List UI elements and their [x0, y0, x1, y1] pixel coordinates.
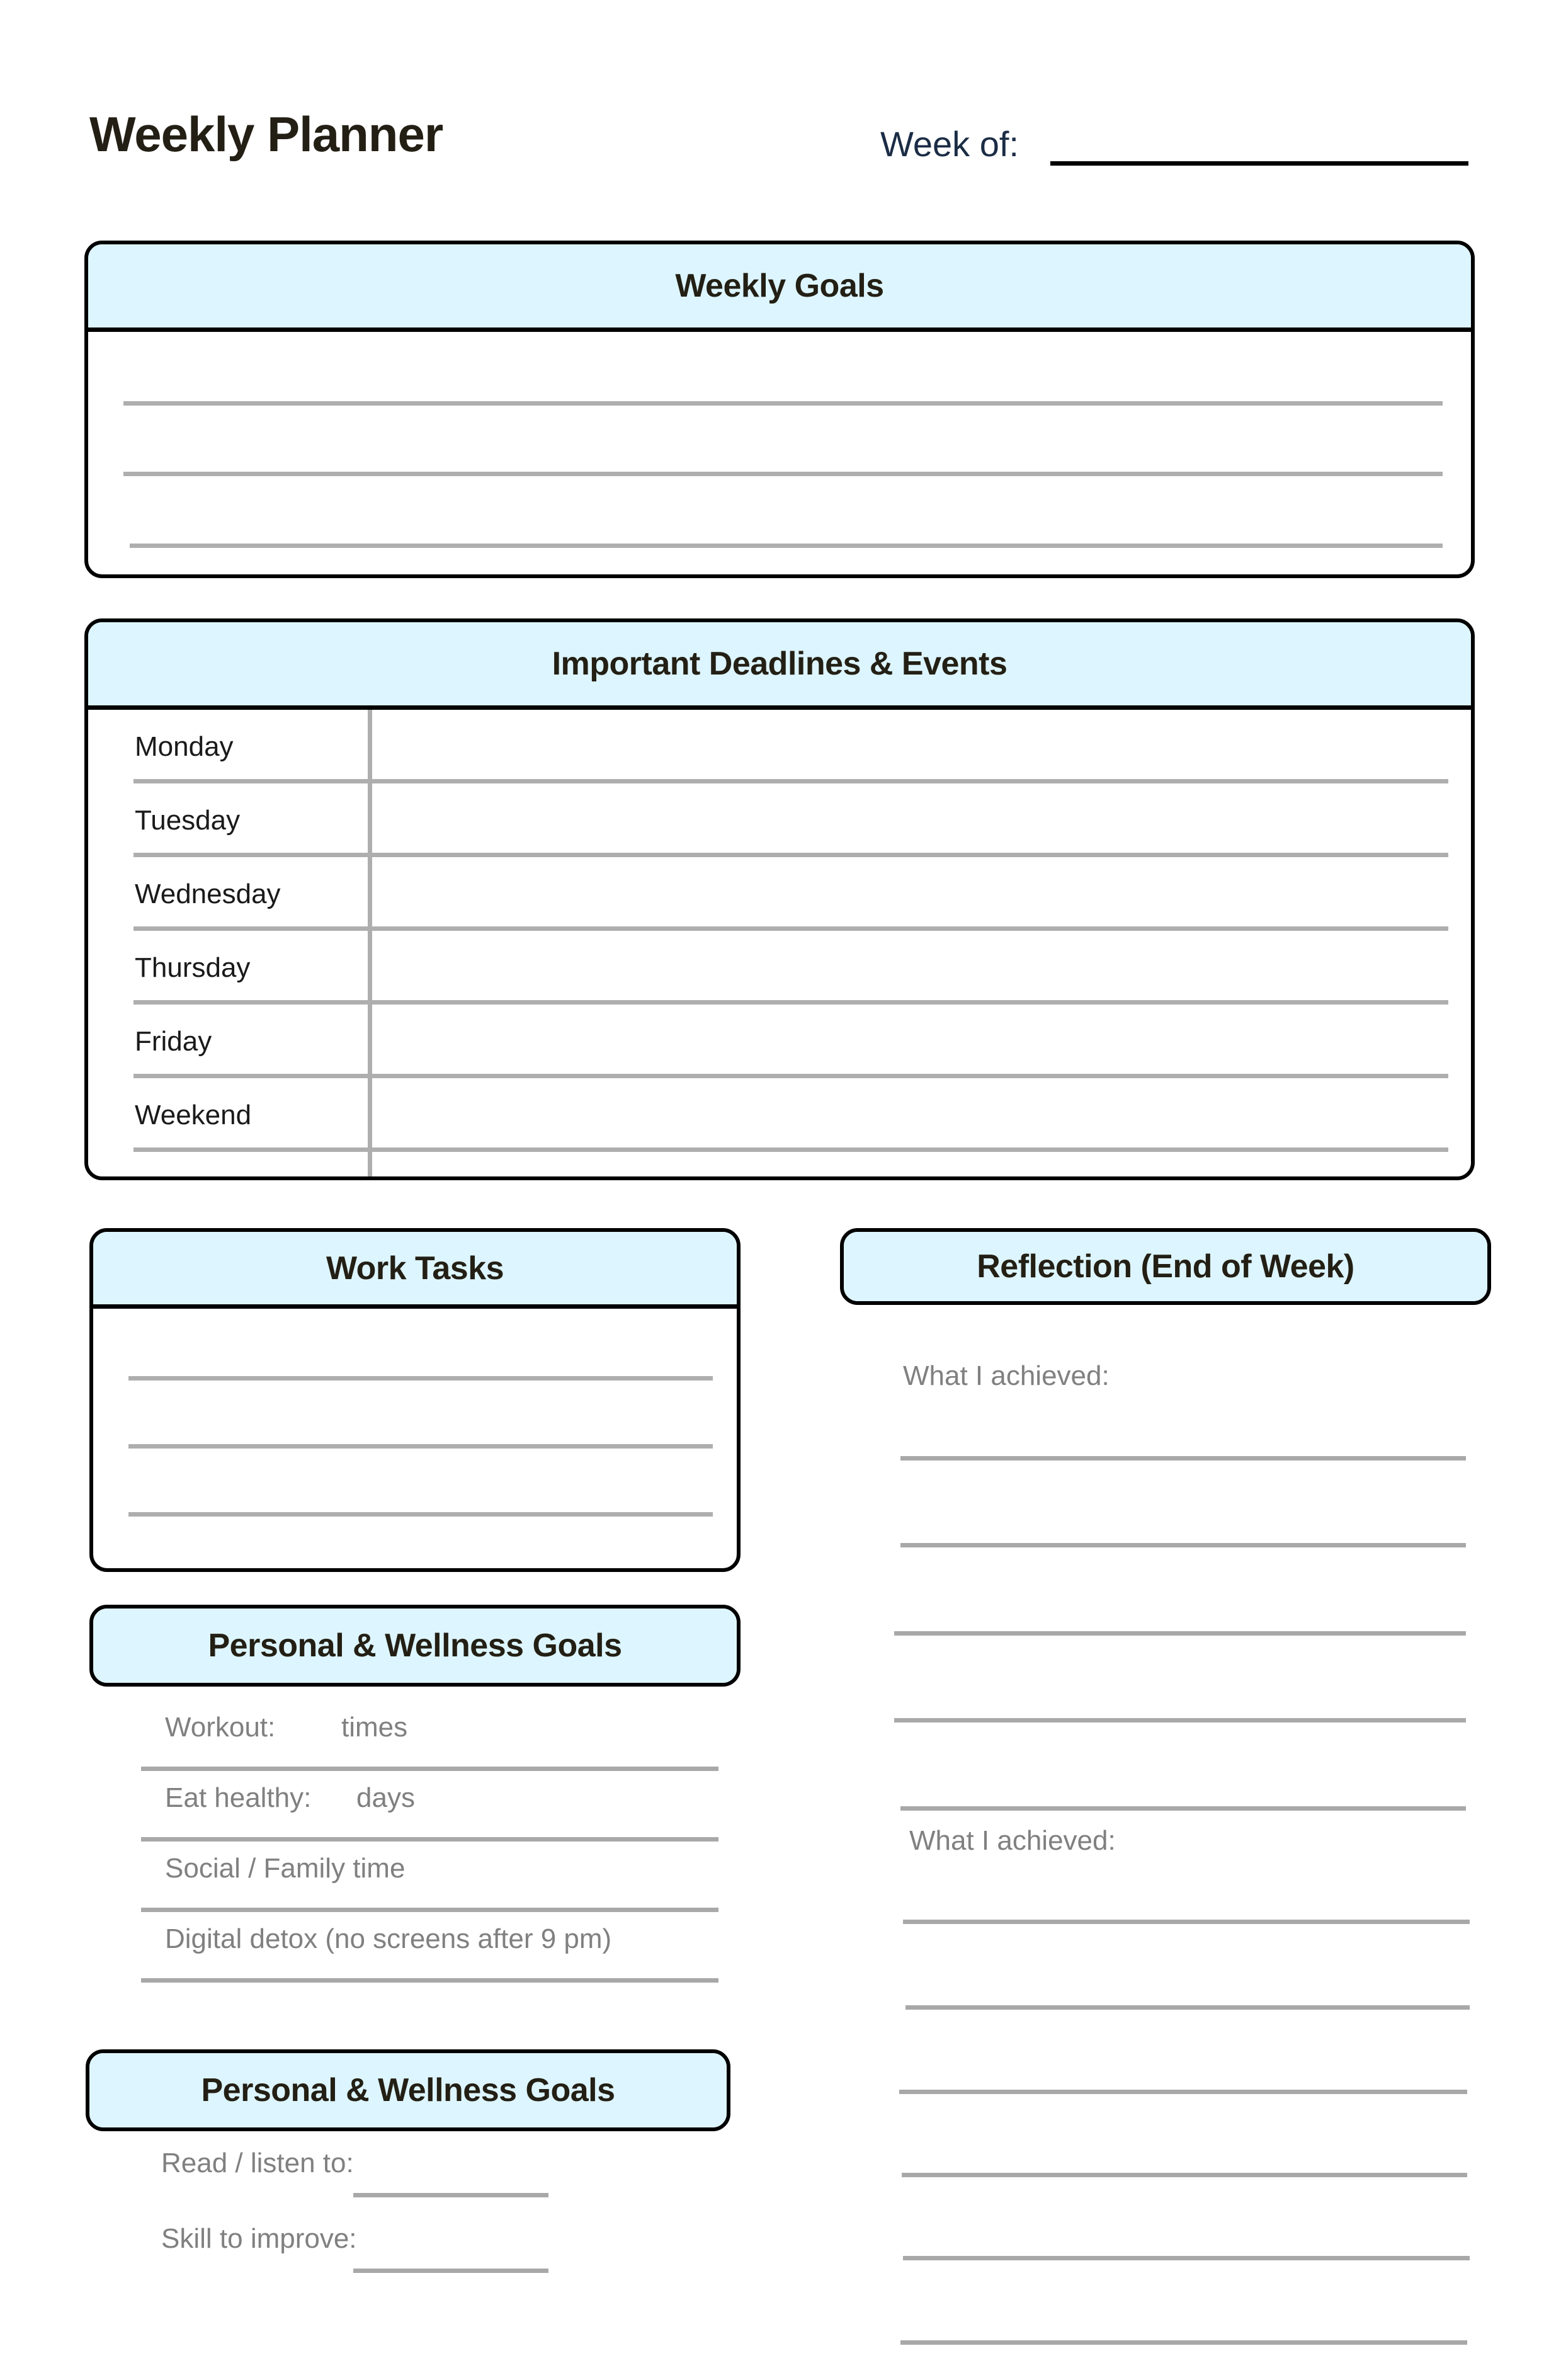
- learning-goals-title: Personal & Wellness Goals: [201, 2072, 615, 2109]
- wellness-goal-unit: days: [356, 1782, 415, 1813]
- deadline-day-label: Monday: [135, 731, 234, 762]
- reflection-line[interactable]: [905, 2005, 1470, 2010]
- reflection-line[interactable]: [900, 2340, 1467, 2345]
- reflection-header: [844, 1232, 1487, 1301]
- learning-goals-list: [86, 2141, 741, 2305]
- table-row[interactable]: [88, 857, 1471, 931]
- learning-goal-label: Read / listen to:: [161, 2148, 354, 2178]
- deadlines-body: [88, 710, 1471, 1176]
- work-tasks-section: [89, 1228, 741, 1572]
- deadline-day-label: Friday: [135, 1025, 212, 1057]
- list-item[interactable]: [89, 1842, 741, 1912]
- list-item[interactable]: [89, 1700, 741, 1771]
- weekly-goals-line-3[interactable]: [130, 544, 1443, 548]
- weekly-goals-line-1[interactable]: [123, 401, 1443, 406]
- reflection-line[interactable]: [903, 1920, 1470, 1924]
- week-of-input-line[interactable]: [1050, 161, 1468, 166]
- wellness-goal-unit: times: [341, 1712, 408, 1743]
- page-title: Weekly Planner: [89, 106, 443, 162]
- work-task-line-2[interactable]: [128, 1444, 713, 1449]
- deadline-day-label: Weekend: [135, 1099, 252, 1130]
- work-task-line-1[interactable]: [128, 1376, 713, 1381]
- table-row[interactable]: [88, 783, 1471, 857]
- weekly-goals-section: [84, 241, 1475, 578]
- table-row[interactable]: [88, 710, 1471, 783]
- wellness-goal-label: Digital detox (no screens after 9 pm): [165, 1923, 612, 1954]
- table-row[interactable]: [88, 1005, 1471, 1078]
- wellness-goals-list: [89, 1700, 741, 1983]
- wellness-goal-line[interactable]: [141, 1767, 718, 1771]
- reflection-group-achieved-1: [840, 1354, 1495, 1795]
- table-row[interactable]: [88, 1078, 1471, 1152]
- reflection-section: [840, 1228, 1491, 1305]
- reflection-line[interactable]: [900, 1543, 1466, 1547]
- wellness-goal-line[interactable]: [141, 1837, 718, 1842]
- learning-goal-input-line[interactable]: [353, 2193, 548, 2197]
- table-row[interactable]: [88, 931, 1471, 1005]
- weekly-goals-header: [88, 244, 1471, 332]
- deadline-entry-line[interactable]: [133, 926, 1448, 931]
- list-item[interactable]: [89, 1912, 741, 1983]
- deadline-entry-line[interactable]: [133, 1074, 1448, 1078]
- deadlines-header: [88, 622, 1471, 710]
- deadline-entry-line[interactable]: [133, 779, 1448, 783]
- reflection-prompt: What I achieved:: [909, 1825, 1116, 1856]
- reflection-line[interactable]: [900, 1806, 1466, 1811]
- learning-goals-section: [86, 2049, 730, 2131]
- reflection-line[interactable]: [894, 1631, 1466, 1636]
- deadline-entry-line[interactable]: [133, 1147, 1448, 1152]
- deadlines-section: [84, 618, 1475, 1180]
- wellness-goal-label: Workout:: [165, 1712, 276, 1743]
- list-item[interactable]: [86, 2217, 741, 2292]
- learning-goal-input-line[interactable]: [353, 2269, 548, 2273]
- weekly-goals-line-2[interactable]: [123, 472, 1443, 476]
- reflection-line[interactable]: [899, 2090, 1467, 2094]
- work-tasks-header: [93, 1232, 737, 1309]
- wellness-goals-section: [89, 1605, 741, 1687]
- work-task-line-3[interactable]: [128, 1512, 713, 1517]
- learning-goals-header: [89, 2053, 727, 2127]
- list-item[interactable]: [86, 2141, 741, 2217]
- wellness-goal-line[interactable]: [141, 1908, 718, 1912]
- reflection-prompt: What I achieved:: [903, 1360, 1110, 1391]
- work-tasks-title: Work Tasks: [326, 1250, 504, 1287]
- reflection-line[interactable]: [903, 2256, 1470, 2260]
- wellness-goal-label: Eat healthy:: [165, 1782, 312, 1813]
- deadline-day-label: Wednesday: [135, 878, 281, 909]
- wellness-goals-header: [93, 1608, 737, 1683]
- wellness-goal-line[interactable]: [141, 1978, 718, 1983]
- wellness-goal-label: Social / Family time: [165, 1853, 406, 1884]
- deadline-entry-line[interactable]: [133, 1000, 1448, 1005]
- reflection-group-achieved-2: [840, 1814, 1495, 2337]
- reflection-line[interactable]: [900, 1456, 1466, 1460]
- wellness-goals-title: Personal & Wellness Goals: [208, 1627, 622, 1664]
- list-item[interactable]: [89, 1771, 741, 1842]
- reflection-line[interactable]: [902, 2173, 1467, 2177]
- reflection-line[interactable]: [894, 1718, 1466, 1722]
- deadline-day-label: Tuesday: [135, 804, 241, 836]
- weekly-goals-title: Weekly Goals: [675, 268, 884, 304]
- learning-goal-label: Skill to improve:: [161, 2223, 357, 2254]
- deadlines-title: Important Deadlines & Events: [552, 646, 1008, 682]
- week-of-label: Week of:: [880, 124, 1019, 164]
- reflection-title: Reflection (End of Week): [977, 1248, 1354, 1285]
- deadline-day-label: Thursday: [135, 952, 251, 983]
- deadline-entry-line[interactable]: [133, 853, 1448, 857]
